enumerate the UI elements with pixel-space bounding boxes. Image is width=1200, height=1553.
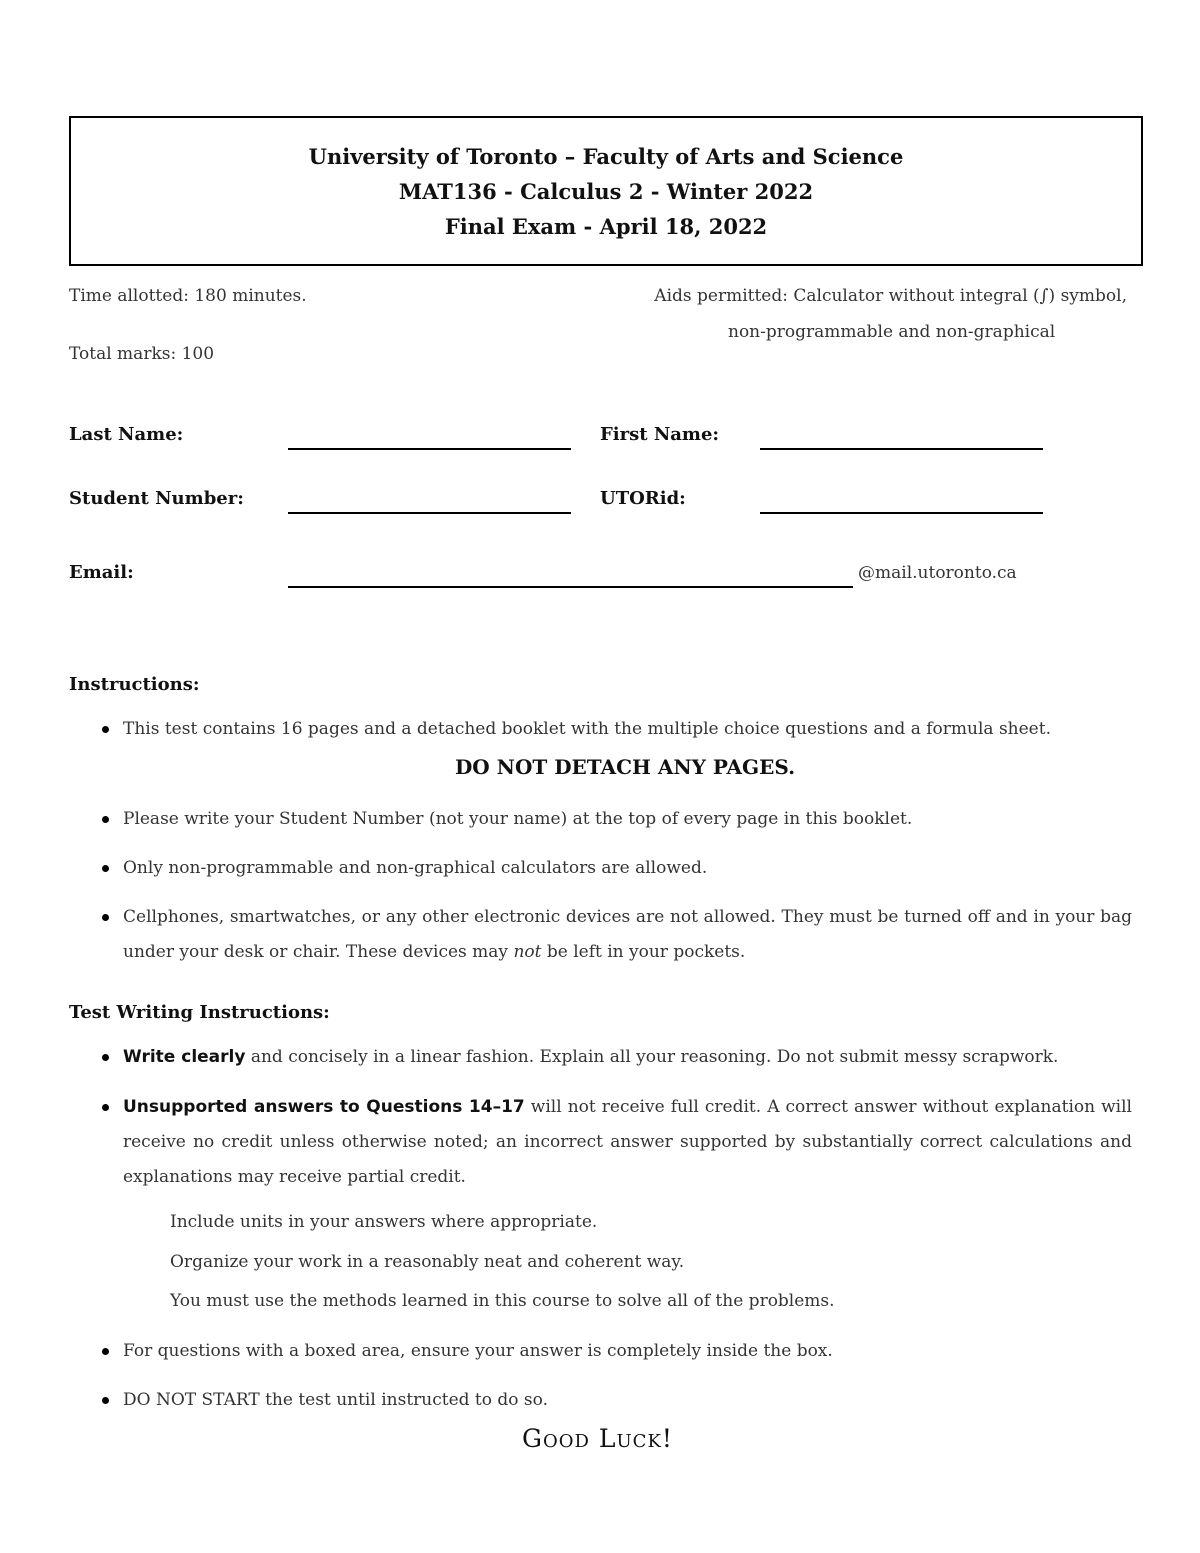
instruction-text — [123, 1040, 1132, 1075]
bullet-icon — [102, 914, 109, 921]
instruction-emphasis: not — [513, 942, 542, 962]
course-title: MAT136 - Calculus 2 - Winter 2022 — [398, 178, 814, 204]
last-name-label: Last Name: — [69, 424, 184, 445]
first-name-label: First Name: — [600, 424, 720, 445]
sub-instruction: Organize your work in a reasonably neat and coherent way. — [170, 1252, 685, 1272]
instruction-text-part: and concisely in a linear fashion. Explain all your reasoning. Do not submit messy scrapwork. — [245, 1047, 1059, 1067]
instruction-text-part: be left in your pockets. — [541, 942, 746, 962]
instruction-item — [102, 1334, 1132, 1369]
instruction-text: For questions with a boxed area, ensure your answer is completely inside the box. — [123, 1341, 833, 1361]
instruction-text-part: Cellphones, smartwatches, or any other electronic devices are not allowed. They must be turned off and in your bag under your desk or chair. These devices may — [123, 907, 1132, 962]
student-number-label: Student Number: — [69, 488, 244, 509]
bullet-icon — [102, 1104, 109, 1111]
detach-warning: DO NOT DETACH ANY PAGES. — [454, 755, 796, 779]
email-field[interactable] — [288, 586, 853, 588]
university-title: University of Toronto – Faculty of Arts and Science — [308, 143, 904, 169]
exam-header-box — [69, 116, 1143, 266]
bullet-icon — [102, 726, 109, 733]
time-allotted: Time allotted: 180 minutes. — [69, 286, 307, 306]
student-number-field[interactable] — [288, 512, 571, 514]
email-suffix: @mail.utoronto.ca — [858, 563, 1017, 583]
aids-permitted: Aids permitted: Calculator without integral (∫) symbol, — [654, 286, 1127, 306]
first-name-field[interactable] — [760, 448, 1043, 450]
instruction-item — [102, 1383, 1132, 1418]
sub-instruction: Include units in your answers where appropriate. — [170, 1212, 598, 1232]
instruction-text: Only non-programmable and non-graphical calculators are allowed. — [123, 858, 708, 878]
instruction-text-part: will not receive full credit. A correct answer without explanation will receive no credit unless otherwise noted; an incorrect answer supported by substantially correct calculations and explanations may receive partial credit. — [123, 1097, 1132, 1187]
instruction-text — [123, 900, 1132, 970]
bullet-icon — [102, 1054, 109, 1061]
instruction-item — [102, 851, 1132, 886]
good-luck-closing: Good Luck! — [522, 1424, 673, 1453]
test-writing-title: Test Writing Instructions: — [69, 1002, 330, 1023]
exam-title: Final Exam - April 18, 2022 — [444, 213, 768, 239]
instruction-item — [102, 802, 1132, 837]
bullet-icon — [102, 1348, 109, 1355]
instruction-item — [102, 712, 1132, 747]
instruction-item — [102, 1040, 1132, 1075]
bullet-icon — [102, 1397, 109, 1404]
instructions-title: Instructions: — [69, 674, 200, 695]
instruction-item — [102, 900, 1132, 970]
instruction-text — [123, 1090, 1132, 1195]
instruction-bold: Unsupported answers to Questions 14–17 — [123, 1097, 525, 1117]
instruction-bold: Write clearly — [123, 1047, 246, 1067]
instruction-text: This test contains 16 pages and a detached booklet with the multiple choice questions and a formula sheet. — [123, 719, 1051, 739]
instruction-text: DO NOT START the test until instructed to do so. — [123, 1390, 548, 1410]
total-marks: Total marks: 100 — [69, 344, 215, 364]
instruction-text: Please write your Student Number (not your name) at the top of every page in this booklet. — [123, 809, 913, 829]
utorid-field[interactable] — [760, 512, 1043, 514]
instruction-item — [102, 1090, 1132, 1195]
aids-permitted-cont: non-programmable and non-graphical — [728, 322, 1056, 342]
bullet-icon — [102, 865, 109, 872]
bullet-icon — [102, 816, 109, 823]
utorid-label: UTORid: — [600, 488, 686, 509]
sub-instruction: You must use the methods learned in this course to solve all of the problems. — [170, 1291, 835, 1311]
email-label: Email: — [69, 562, 134, 583]
last-name-field[interactable] — [288, 448, 571, 450]
